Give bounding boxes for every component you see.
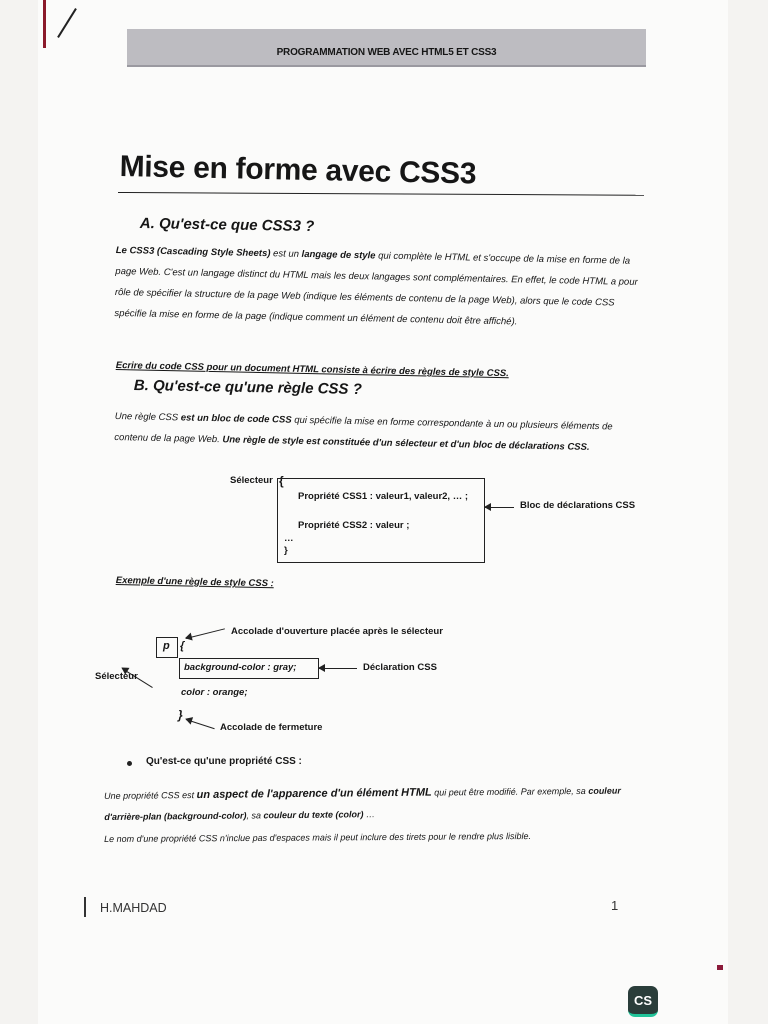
bold-run: Une règle de style est constituée d'un sélecteur et d'un bloc de déclarations CSS. [222, 434, 590, 453]
text-run: qui complète le HTML et s'occupe de la mise en forme de la page Web. C'est un langage distinct du HTML mais les deux langages sont complémentaires. En effet, le code HTML a pour rôle de spécifier la structure de la page Web (indique les éléments de contenu de la page Web), alors que le code CSS spécifie la mise en forme de la page (indique comment un élément de contenu doit être affiché). [114, 250, 638, 328]
summary-text: Ecrire du code CSS pour un document HTML consiste à écrire des règles de style CSS. [115, 359, 509, 380]
arrow-left-icon [485, 507, 514, 508]
declaration-line-1: Propriété CSS1 : valeur1, valeur2, … ; [298, 491, 469, 502]
property-note [104, 825, 644, 850]
example-heading-text: Exemple d'une règle de style CSS : [115, 574, 274, 590]
example-declaration: background-color : gray; [184, 662, 297, 673]
bold-run: couleur d'arrière-plan (background-color) [104, 785, 621, 822]
document-title: Mise en forme avec CSS3 [119, 150, 477, 191]
style-language-term: langage de style [301, 248, 376, 262]
text-run: est un [270, 248, 302, 260]
example-selector: p [163, 640, 170, 652]
section-b-heading: B. Qu'est-ce qu'une règle CSS ? [133, 377, 362, 398]
open-brace: { [279, 474, 284, 488]
camscanner-logo-icon [628, 986, 658, 1017]
property-bullet-item: Qu'est-ce qu'une propriété CSS : [146, 756, 302, 767]
page-number: 1 [611, 898, 619, 913]
section-a-paragraph [114, 240, 643, 335]
example-open-brace: { [180, 640, 185, 652]
declaration-line-2: Propriété CSS2 : valeur ; [298, 520, 410, 531]
scan-mark [717, 965, 723, 970]
declaration-ellipsis: … [284, 533, 294, 544]
example-selector-label: Sélecteur [95, 671, 138, 682]
text-run: … [363, 809, 376, 820]
close-brace: } [284, 545, 288, 556]
bold-run: couleur du texte (color) [263, 809, 364, 821]
css3-term: Le CSS3 (Cascading Style Sheets) [115, 244, 271, 260]
bold-run: est un bloc de code CSS [180, 412, 292, 426]
bullet-icon [127, 761, 132, 766]
logo-label: CS [633, 992, 653, 1008]
note-text: Le nom d'une propriété CSS n'inclue pas d'espaces mais il peut inclure des tirets pour le rendre plus lisible. [104, 831, 531, 844]
block-label: Bloc de déclarations CSS [520, 500, 636, 511]
declaration-label: Déclaration CSS [363, 662, 437, 673]
footer-author: H.MAHDAD [100, 901, 167, 915]
text-run: qui peut être modifié. Par exemple, sa [431, 785, 589, 798]
bold-run: un aspect de l'apparence d'un élément HTML [196, 786, 432, 802]
open-brace-label: Accolade d'ouverture placée après le sélecteur [231, 626, 443, 637]
section-a-heading: A. Qu'est-ce que CSS3 ? [139, 215, 315, 236]
arrow-left-icon [319, 668, 357, 669]
page-edge-mark [43, 0, 46, 48]
text-run: , sa [246, 810, 264, 821]
selector-label: Sélecteur [230, 475, 273, 486]
text-run: Une règle CSS [114, 410, 181, 424]
example-line-2: color : orange; [181, 687, 248, 698]
example-close-brace: } [178, 708, 183, 722]
text-run: Une propriété CSS est [104, 790, 197, 801]
text-run: qui spécifie la mise en forme correspondante à un ou plusieurs éléments de contenu de la page Web. [114, 414, 613, 446]
running-header [127, 29, 646, 67]
close-brace-label: Accolade de fermeture [220, 722, 323, 733]
running-header-title: PROGRAMMATION WEB AVEC HTML5 ET CSS3 [276, 47, 497, 58]
footer-rule [84, 897, 86, 917]
property-paragraph [104, 780, 644, 828]
